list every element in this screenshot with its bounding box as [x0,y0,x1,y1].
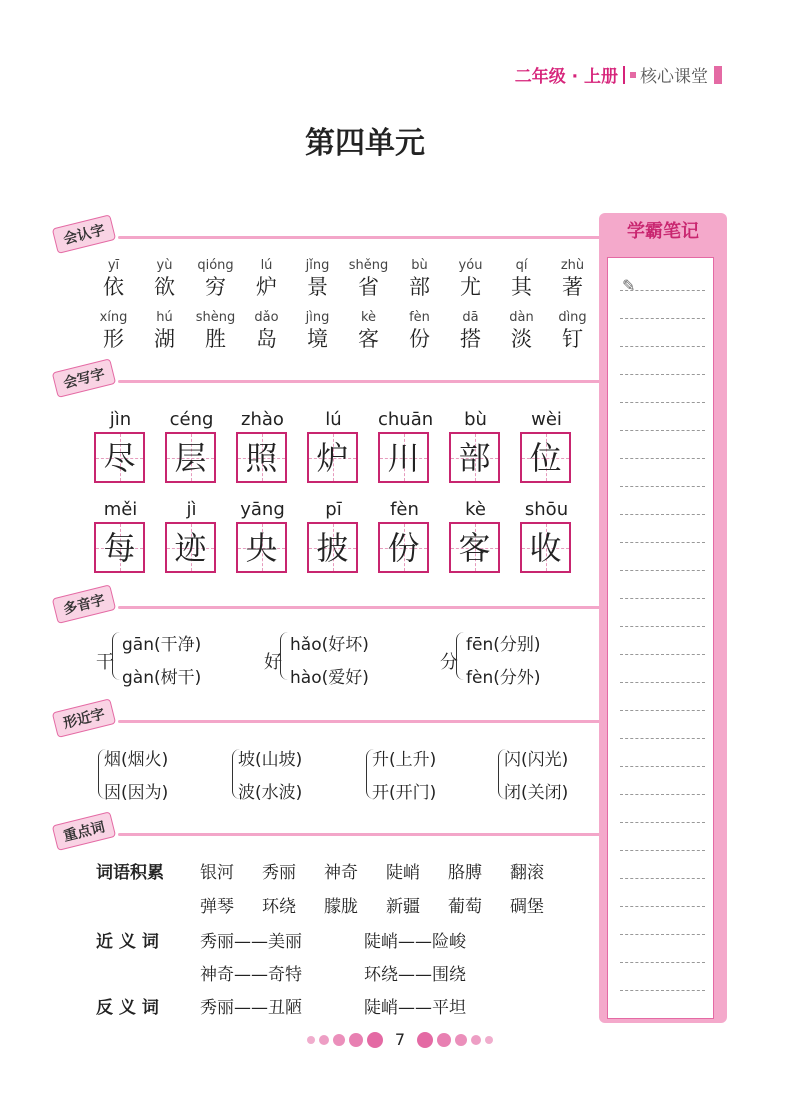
ruled-line [620,850,705,851]
dot-decoration [307,1036,315,1044]
brace [456,632,465,680]
character: 照 [245,439,278,477]
section-line [118,606,648,609]
tian-grid-box [165,432,216,483]
ruled-line [620,738,705,739]
write-cell [165,498,218,573]
char-cell [139,310,190,352]
char-cell [343,310,394,352]
page-footer [0,1030,800,1049]
polyphone-reading: gān(干净) [122,635,202,655]
dot-decoration [349,1033,363,1047]
pinyin: jìn [109,409,132,430]
section-label: 会写字 [52,358,117,398]
character: 穷 [205,275,226,299]
tian-grid-box [307,432,358,483]
pinyin: bù [411,258,428,273]
character: 层 [174,439,207,477]
character: 淡 [511,327,532,351]
write-cell [94,408,147,483]
similar-word: 坡(山坡) [238,750,303,770]
pinyin: lú [325,409,342,430]
recognize-row-2 [88,310,598,352]
char-cell [292,310,343,352]
similar-word: 开(开门) [372,783,437,803]
character: 景 [307,275,328,299]
character: 省 [358,275,379,299]
keyword: 朦胧 [324,897,358,917]
pinyin: shěng [348,258,389,273]
pinyin: lú [260,258,273,273]
ruled-line [620,542,705,543]
keyword-category: 近 义 词 [96,932,159,952]
char-cell [394,258,445,300]
character: 岛 [256,327,277,351]
pinyin: wèi [531,409,562,430]
core-class-label: 核心课堂 [640,67,708,87]
brace [112,632,121,680]
character: 披 [316,529,349,567]
grade-label: 二年级 · 上册 [514,67,618,87]
tian-grid-box [236,432,287,483]
tian-grid-box [520,432,571,483]
pinyin: yī [107,258,120,273]
tian-grid-box [94,432,145,483]
ruled-line [620,654,705,655]
character: 位 [529,439,562,477]
write-row-1 [94,408,591,483]
ruled-line [620,934,705,935]
synonym-pair: 环绕——围绕 [364,965,466,985]
keyword: 翻滚 [510,863,544,883]
header-tab-marker [714,66,722,84]
character: 客 [458,529,491,567]
section-label: 形近字 [52,698,117,738]
tian-grid-box [449,432,500,483]
section-line [118,833,648,836]
dot-decoration [485,1036,493,1044]
pinyin: shōu [524,499,569,520]
ruled-line [620,682,705,683]
pinyin: yóu [458,258,483,273]
polyphone-char: 干 [96,652,114,673]
pinyin: kè [465,499,486,520]
char-cell [292,258,343,300]
pinyin: xíng [99,310,128,325]
ruled-line [620,402,705,403]
char-cell [496,258,547,300]
character: 欲 [154,275,175,299]
character: 迹 [174,529,207,567]
write-cell [307,498,360,573]
write-cell [307,408,360,483]
ruled-line [620,570,705,571]
pinyin: jì [186,499,197,520]
write-cell [449,498,502,573]
unit-title: 第四单元 [305,126,425,161]
page-header [515,62,722,87]
dot-decoration [333,1034,345,1046]
synonym-pair: 神奇——奇特 [200,965,302,985]
dot-decoration [417,1032,433,1048]
header-separator [623,66,625,84]
char-cell [190,258,241,300]
page-number: 7 [394,1030,406,1049]
synonym-pair: 秀丽——美丽 [200,932,302,952]
write-cell [236,498,289,573]
character: 炉 [256,275,277,299]
ruled-line [620,962,705,963]
pinyin: hú [156,310,173,325]
ruled-line [620,374,705,375]
pinyin: yāng [240,499,285,520]
ruled-line [620,318,705,319]
polyphone-reading: fēn(分别) [466,635,541,655]
section-label: 多音字 [52,584,117,624]
ruled-line [620,878,705,879]
character: 部 [458,439,491,477]
character: 湖 [154,327,175,351]
square-icon [630,72,636,78]
polyphone-char: 分 [440,652,458,673]
ruled-line [620,486,705,487]
dot-decoration [455,1034,467,1046]
keyword: 新疆 [386,897,420,917]
character: 川 [387,439,420,477]
recognize-row-1 [88,258,598,300]
pinyin: dā [462,310,479,325]
tian-grid-box [236,522,287,573]
character: 收 [529,529,562,567]
pinyin: yù [156,258,173,273]
section-line [118,236,648,239]
keyword: 银河 [200,863,234,883]
character: 形 [103,327,124,351]
keyword: 秀丽 [262,863,296,883]
keyword: 葡萄 [448,897,482,917]
notes-panel [599,213,727,1023]
similar-word: 因(因为) [104,783,169,803]
pinyin: kè [360,310,377,325]
ruled-line [620,990,705,991]
keyword-category: 反 义 词 [96,998,159,1018]
character: 份 [409,327,430,351]
pinyin: qióng [197,258,234,273]
character: 客 [358,327,379,351]
pinyin: dàn [509,310,534,325]
char-cell [394,310,445,352]
character: 央 [245,529,278,567]
polyphone-reading: gàn(树干) [122,668,202,688]
char-cell [241,310,292,352]
tian-grid-box [94,522,145,573]
dot-decoration [367,1032,383,1048]
write-cell [378,408,434,483]
polyphone-reading: fèn(分外) [466,668,541,688]
dot-decoration [471,1035,481,1045]
ruled-line [620,626,705,627]
char-cell [445,310,496,352]
ruled-line [620,290,705,291]
brace [280,632,289,680]
polyphone-reading: hào(爱好) [290,668,369,688]
tian-grid-box [165,522,216,573]
pinyin: dǎo [254,310,279,325]
notes-paper [607,257,714,1019]
pinyin: dìng [558,310,587,325]
ruled-line [620,710,705,711]
ruled-line [620,906,705,907]
character: 炉 [316,439,349,477]
char-cell [139,258,190,300]
ruled-line [620,346,705,347]
write-cell [520,498,573,573]
pinyin: jìng [305,310,330,325]
ruled-line [620,458,705,459]
pinyin: shèng [195,310,236,325]
ruled-line [620,598,705,599]
keyword: 胳膊 [448,863,482,883]
similar-word: 升(上升) [372,750,437,770]
keyword: 碉堡 [510,897,544,917]
char-cell [547,310,598,352]
write-cell [94,498,147,573]
section-label: 会认字 [52,214,117,254]
dot-decoration [319,1035,329,1045]
character: 每 [103,529,136,567]
pinyin: céng [169,409,214,430]
pinyin: jǐng [305,258,330,273]
character: 其 [511,275,532,299]
pinyin: fèn [390,499,419,520]
char-cell [190,310,241,352]
write-cell [165,408,218,483]
pinyin: bù [464,409,487,430]
pencil-icon: ✎ [622,276,636,295]
character: 尤 [460,275,481,299]
pinyin: chuān [378,409,434,430]
similar-word: 闭(关闭) [504,783,569,803]
char-cell [343,258,394,300]
keyword-category: 词语积累 [96,863,164,883]
synonym-pair: 陡峭——险峻 [364,932,466,952]
write-cell [449,408,502,483]
pinyin: qí [515,258,528,273]
section-line [118,380,648,383]
ruled-line [620,430,705,431]
keyword: 弹琴 [200,897,234,917]
character: 部 [409,275,430,299]
char-cell [88,310,139,352]
char-cell [496,310,547,352]
write-cell [236,408,289,483]
character: 搭 [460,327,481,351]
char-cell [88,258,139,300]
ruled-line [620,794,705,795]
similar-word: 烟(烟火) [104,750,169,770]
pinyin: měi [103,499,138,520]
write-row-2 [94,498,591,573]
character: 尽 [103,439,136,477]
tian-grid-box [520,522,571,573]
tian-grid-box [449,522,500,573]
write-cell [520,408,573,483]
character: 境 [307,327,328,351]
character: 胜 [205,327,226,351]
char-cell [547,258,598,300]
pinyin: zhù [560,258,585,273]
antonym-pair: 陡峭——平坦 [364,998,466,1018]
keyword: 陡峭 [386,863,420,883]
char-cell [241,258,292,300]
character: 份 [387,529,420,567]
ruled-line [620,822,705,823]
pinyin: fèn [409,310,430,325]
character: 著 [562,275,583,299]
pinyin: zhào [241,409,284,430]
write-cell [378,498,431,573]
keyword: 环绕 [262,897,296,917]
antonym-pair: 秀丽——丑陋 [200,998,302,1018]
polyphone-char: 好 [264,652,282,673]
tian-grid-box [307,522,358,573]
pinyin: pī [325,499,342,520]
polyphone-reading: hǎo(好坏) [290,635,369,655]
keyword: 神奇 [324,863,358,883]
section-line [118,720,648,723]
similar-word: 波(水波) [238,783,303,803]
ruled-line [620,766,705,767]
char-cell [445,258,496,300]
section-label: 重点词 [52,811,117,851]
tian-grid-box [378,522,429,573]
ruled-line [620,514,705,515]
similar-word: 闪(闪光) [504,750,569,770]
character: 依 [103,275,124,299]
character: 钉 [562,327,583,351]
dot-decoration [437,1033,451,1047]
tian-grid-box [378,432,429,483]
notes-title: 学霸笔记 [627,221,699,242]
